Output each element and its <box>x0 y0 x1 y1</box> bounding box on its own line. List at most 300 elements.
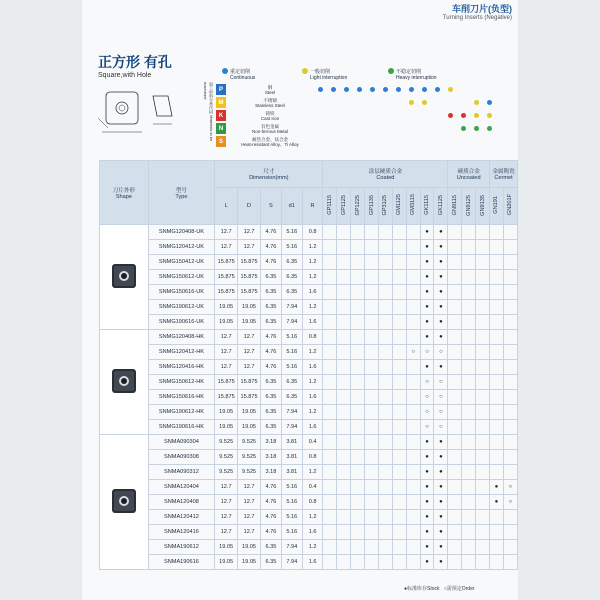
grade-cell <box>503 540 517 555</box>
grade-cell <box>476 555 490 570</box>
application-icon <box>357 87 362 92</box>
grade-cell <box>462 480 476 495</box>
stock-marker: ● <box>439 544 443 550</box>
grade-cell <box>392 255 406 270</box>
grade-cell <box>365 405 379 420</box>
iso-code-m: M <box>216 97 226 108</box>
order-marker: ○ <box>425 394 429 400</box>
grade-cell <box>434 375 448 390</box>
grade-cell <box>351 420 365 435</box>
category-title-en: Turning Inserts (Negative) <box>442 15 512 21</box>
grade-cell <box>337 360 351 375</box>
iso-cell <box>483 97 496 108</box>
grade-cell <box>448 225 462 240</box>
application-icon <box>331 87 336 92</box>
dim-d: 12.7 <box>238 480 261 495</box>
iso-cell <box>340 136 353 147</box>
iso-cell <box>314 97 327 108</box>
grade-cell <box>365 540 379 555</box>
grade-cell <box>448 300 462 315</box>
iso-cell <box>405 136 418 147</box>
grade-cell <box>378 450 392 465</box>
grade-cell <box>378 255 392 270</box>
dim-r: 1.2 <box>302 540 323 555</box>
grade-cell <box>337 435 351 450</box>
iso-cell <box>327 123 340 134</box>
iso-material-cn: 不锈钢 <box>263 97 277 103</box>
table-row <box>100 420 518 435</box>
iso-material-cn: 铸铁 <box>265 110 275 116</box>
grade-cell <box>420 315 434 330</box>
grade-cell <box>476 345 490 360</box>
grade-cell <box>448 255 462 270</box>
insert-schematic <box>98 88 188 143</box>
stock-marker: ● <box>439 469 443 475</box>
dim-d: 19.05 <box>238 555 261 570</box>
col-dim-s: S <box>261 188 282 225</box>
col-coated-en: Coated <box>376 175 395 181</box>
dim-s: 4.76 <box>261 510 282 525</box>
iso-material-cn: 有色金属 <box>261 123 279 129</box>
grade-cell <box>378 480 392 495</box>
dim-r: 1.2 <box>302 375 323 390</box>
grade-cell <box>406 555 420 570</box>
grade-cell <box>420 375 434 390</box>
dim-s: 3.18 <box>261 465 282 480</box>
application-icon <box>409 87 414 92</box>
table-row <box>100 540 518 555</box>
grade-cell <box>476 240 490 255</box>
insert-type: SNMA090312 <box>148 465 215 480</box>
grade-cell <box>462 330 476 345</box>
application-icon <box>344 87 349 92</box>
section-title-en: Square,with Hole <box>98 72 152 79</box>
grade-cell <box>406 525 420 540</box>
stock-marker: ● <box>425 259 429 265</box>
insert-type: SNMA120404 <box>148 480 215 495</box>
iso-cell <box>340 110 353 121</box>
grade-cell <box>406 270 420 285</box>
table-row <box>100 495 518 510</box>
table-row <box>100 465 518 480</box>
iso-material-en: Cast Iron <box>260 115 280 121</box>
grade-cell <box>337 510 351 525</box>
stock-marker: ● <box>425 244 429 250</box>
grade-cell <box>351 450 365 465</box>
grade-cell <box>378 390 392 405</box>
dim-l: 12.7 <box>215 360 238 375</box>
stock-marker: ● <box>425 364 429 370</box>
grade-cell <box>365 450 379 465</box>
iso-cell <box>314 136 327 147</box>
grade-cell <box>392 510 406 525</box>
iso-material-en: Stainless Steel <box>255 102 285 108</box>
stock-marker: ● <box>439 259 443 265</box>
grade-cell <box>490 330 504 345</box>
grade-cell <box>503 465 517 480</box>
iso-cell <box>353 123 366 134</box>
application-icon <box>487 100 492 105</box>
col-grade-gn9135: GN9135 <box>476 188 490 225</box>
col-shape-cn: 刀片外形 <box>112 187 136 194</box>
iso-cell <box>379 136 392 147</box>
grade-cell <box>378 405 392 420</box>
col-uncoated <box>448 161 490 188</box>
grade-cell <box>490 225 504 240</box>
col-dim-d1: d1 <box>281 188 302 225</box>
stock-marker: ● <box>425 559 429 565</box>
grade-cell <box>476 540 490 555</box>
grade-cell <box>378 225 392 240</box>
grade-cell <box>448 540 462 555</box>
grade-cell <box>406 450 420 465</box>
col-grade-gp1115: GP1115 <box>323 188 337 225</box>
continuous-icon <box>222 68 228 74</box>
grade-cell <box>462 540 476 555</box>
iso-cell <box>366 136 379 147</box>
grade-cell <box>490 510 504 525</box>
grade-cell <box>392 480 406 495</box>
dim-l: 19.05 <box>215 315 238 330</box>
insert-type: SNMG120412-UK <box>148 240 215 255</box>
grade-cell <box>406 345 420 360</box>
grade-cell <box>365 255 379 270</box>
order-marker: ○ <box>439 349 443 355</box>
grade-cell <box>420 255 434 270</box>
insert-type: SNMG150616-HK <box>148 390 215 405</box>
iso-cell <box>327 84 340 95</box>
dim-l: 15.875 <box>215 285 238 300</box>
iso-cell <box>444 123 457 134</box>
dim-r: 0.8 <box>302 225 323 240</box>
iso-cell <box>366 97 379 108</box>
stock-symbol: ● <box>404 586 408 592</box>
grade-cell <box>392 240 406 255</box>
grade-cell <box>392 555 406 570</box>
table-row <box>100 435 518 450</box>
grade-cell <box>351 405 365 420</box>
iso-cell <box>431 136 444 147</box>
grade-cell <box>392 390 406 405</box>
stock-marker: ● <box>439 484 443 490</box>
grade-cell <box>392 345 406 360</box>
grade-cell <box>323 540 337 555</box>
table-row <box>100 525 518 540</box>
iso-material-label <box>226 137 314 147</box>
stock-marker: ● <box>439 529 443 535</box>
dim-d1: 6.35 <box>281 285 302 300</box>
col-cermet-en: Cermet <box>494 175 513 181</box>
grade-cell <box>476 285 490 300</box>
grade-cell <box>323 360 337 375</box>
grade-cell <box>448 315 462 330</box>
iso-material-label <box>226 98 314 108</box>
dim-d1: 3.81 <box>281 465 302 480</box>
grade-cell <box>462 285 476 300</box>
iso-cell <box>470 97 483 108</box>
dim-s: 3.18 <box>261 435 282 450</box>
grade-cell <box>476 390 490 405</box>
application-icon <box>370 87 375 92</box>
grade-cell <box>378 510 392 525</box>
iso-cell <box>314 84 327 95</box>
iso-cell <box>483 123 496 134</box>
stock-marker: ● <box>439 334 443 340</box>
table-row <box>100 240 518 255</box>
dim-r: 1.6 <box>302 315 323 330</box>
col-dim-en: Dimension(mm) <box>249 175 289 181</box>
grade-cell <box>351 435 365 450</box>
table-row <box>100 375 518 390</box>
grade-cell <box>462 225 476 240</box>
section-title <box>98 52 172 79</box>
grade-cell <box>378 495 392 510</box>
table-row <box>100 450 518 465</box>
stock-marker: ● <box>425 274 429 280</box>
grade-cell <box>351 465 365 480</box>
grade-cell <box>392 360 406 375</box>
grade-cell <box>462 390 476 405</box>
iso-cell <box>340 84 353 95</box>
grade-cell <box>406 405 420 420</box>
dim-s: 6.35 <box>261 300 282 315</box>
grade-cell <box>448 405 462 420</box>
grade-cell <box>490 405 504 420</box>
dim-s: 6.35 <box>261 390 282 405</box>
grade-cell <box>378 375 392 390</box>
application-icon <box>461 126 466 131</box>
order-marker: ○ <box>439 379 443 385</box>
dim-d: 15.875 <box>238 255 261 270</box>
grade-cell <box>365 420 379 435</box>
grade-cell <box>337 525 351 540</box>
stock-marker: ● <box>425 529 429 535</box>
insert-shape-snmg-uk <box>100 225 149 330</box>
grade-cell <box>462 555 476 570</box>
grade-cell <box>476 525 490 540</box>
grade-cell <box>462 510 476 525</box>
grade-cell <box>490 345 504 360</box>
grade-cell <box>462 300 476 315</box>
dim-d1: 5.16 <box>281 480 302 495</box>
square-insert-icon <box>109 486 139 516</box>
grade-cell <box>351 300 365 315</box>
grade-cell <box>490 420 504 435</box>
dim-l: 12.7 <box>215 345 238 360</box>
iso-cell <box>327 97 340 108</box>
col-cermet-cn: 金属陶瓷 <box>492 169 515 175</box>
grade-cell <box>476 225 490 240</box>
iso-cell <box>418 110 431 121</box>
grade-cell <box>476 435 490 450</box>
grade-cell <box>503 315 517 330</box>
iso-cell <box>366 123 379 134</box>
iso-cell <box>314 123 327 134</box>
grade-cell <box>323 285 337 300</box>
dim-l: 9.525 <box>215 465 238 480</box>
col-shape <box>100 161 149 225</box>
iso-cell <box>340 97 353 108</box>
grade-cell <box>323 315 337 330</box>
grade-cell <box>503 510 517 525</box>
section-title-cn: 正方形 有孔 <box>98 54 172 70</box>
grade-cell <box>462 420 476 435</box>
grade-cell <box>420 510 434 525</box>
grade-cell <box>406 240 420 255</box>
iso-cell <box>405 84 418 95</box>
grade-cell <box>351 510 365 525</box>
grade-cell <box>476 315 490 330</box>
grade-cell <box>420 285 434 300</box>
grade-cell <box>420 330 434 345</box>
iso-cell <box>340 123 353 134</box>
grade-cell <box>365 390 379 405</box>
dim-r: 1.2 <box>302 405 323 420</box>
grade-cell <box>406 360 420 375</box>
iso-cell <box>444 97 457 108</box>
grade-cell <box>434 300 448 315</box>
grade-cell <box>490 255 504 270</box>
iso-cell <box>444 84 457 95</box>
iso-cell <box>418 123 431 134</box>
grade-cell <box>392 225 406 240</box>
iso-cell <box>353 97 366 108</box>
dim-r: 1.6 <box>302 420 323 435</box>
grade-cell <box>365 300 379 315</box>
insert-type: SNMG190616-HK <box>148 420 215 435</box>
grade-cell <box>490 390 504 405</box>
legend-light-en: Light interruption <box>310 75 348 81</box>
dim-l: 9.525 <box>215 435 238 450</box>
dim-d1: 7.94 <box>281 315 302 330</box>
grade-cell <box>351 555 365 570</box>
dim-l: 15.875 <box>215 270 238 285</box>
col-grade-gn9125: GN9125 <box>462 188 476 225</box>
dim-d1: 6.35 <box>281 270 302 285</box>
dim-r: 1.2 <box>302 270 323 285</box>
col-dim-cn: 尺寸 <box>263 169 275 175</box>
insert-type: SNMG150616-UK <box>148 285 215 300</box>
dim-r: 1.6 <box>302 525 323 540</box>
dim-d1: 7.94 <box>281 555 302 570</box>
grade-cell <box>448 375 462 390</box>
dim-r: 0.8 <box>302 495 323 510</box>
application-icon <box>318 87 323 92</box>
application-icon <box>474 126 479 131</box>
grade-cell <box>378 330 392 345</box>
dim-s: 4.76 <box>261 345 282 360</box>
iso-cell <box>457 136 470 147</box>
grade-cell <box>503 495 517 510</box>
dim-l: 19.05 <box>215 420 238 435</box>
grade-cell <box>462 435 476 450</box>
dim-l: 12.7 <box>215 480 238 495</box>
grade-cell <box>351 285 365 300</box>
col-shape-en: Shape <box>115 193 132 200</box>
dim-r: 1.2 <box>302 345 323 360</box>
table-row <box>100 405 518 420</box>
dim-d: 15.875 <box>238 270 261 285</box>
dim-d1: 5.16 <box>281 345 302 360</box>
iso-material-chart <box>204 80 502 152</box>
dim-d1: 5.16 <box>281 240 302 255</box>
iso-material-en: Steel <box>264 89 276 95</box>
insert-type: SNMG120412-HK <box>148 345 215 360</box>
grade-cell <box>406 495 420 510</box>
grade-cell <box>448 435 462 450</box>
iso-material-label <box>226 124 314 134</box>
grade-cell <box>323 270 337 285</box>
stock-marker: ● <box>425 319 429 325</box>
grade-cell <box>490 555 504 570</box>
col-dim-r: R <box>302 188 323 225</box>
grade-cell <box>323 255 337 270</box>
grade-cell <box>323 420 337 435</box>
grade-cell <box>365 510 379 525</box>
grade-cell <box>378 345 392 360</box>
grade-cell <box>420 555 434 570</box>
grade-cell <box>351 345 365 360</box>
col-dim-l: L <box>215 188 238 225</box>
order-marker: ○ <box>439 424 443 430</box>
grade-cell <box>323 240 337 255</box>
grade-cell <box>476 255 490 270</box>
grade-cell <box>406 255 420 270</box>
dim-s: 6.35 <box>261 375 282 390</box>
grade-cell <box>337 405 351 420</box>
stock-marker: ● <box>425 469 429 475</box>
dim-l: 19.05 <box>215 540 238 555</box>
dim-s: 4.76 <box>261 495 282 510</box>
iso-cell <box>444 110 457 121</box>
grade-cell <box>351 480 365 495</box>
stock-marker: ● <box>425 439 429 445</box>
dim-s: 4.76 <box>261 240 282 255</box>
iso-cell <box>483 110 496 121</box>
grade-cell <box>420 345 434 360</box>
dim-d: 12.7 <box>238 225 261 240</box>
grade-cell <box>434 240 448 255</box>
dim-d1: 6.35 <box>281 375 302 390</box>
heavy-interruption-icon <box>388 68 394 74</box>
grade-cell <box>406 420 420 435</box>
grade-cell <box>490 270 504 285</box>
grade-cell <box>406 390 420 405</box>
grade-cell <box>323 435 337 450</box>
grade-cell <box>378 240 392 255</box>
grade-cell <box>490 300 504 315</box>
iso-cell <box>470 136 483 147</box>
table-row <box>100 555 518 570</box>
order-marker: ○ <box>425 349 429 355</box>
dim-d: 19.05 <box>238 405 261 420</box>
col-coated <box>323 161 448 188</box>
dim-r: 1.2 <box>302 300 323 315</box>
dim-d1: 5.16 <box>281 360 302 375</box>
grade-cell <box>434 450 448 465</box>
grade-cell <box>490 360 504 375</box>
iso-cell <box>327 136 340 147</box>
grade-cell <box>392 450 406 465</box>
iso-cell <box>366 110 379 121</box>
grade-cell <box>351 375 365 390</box>
iso-cell <box>457 123 470 134</box>
iso-cell <box>431 110 444 121</box>
catalog-page <box>82 0 518 600</box>
grade-cell <box>365 315 379 330</box>
grade-cell <box>392 285 406 300</box>
insert-type: SNMA090308 <box>148 450 215 465</box>
